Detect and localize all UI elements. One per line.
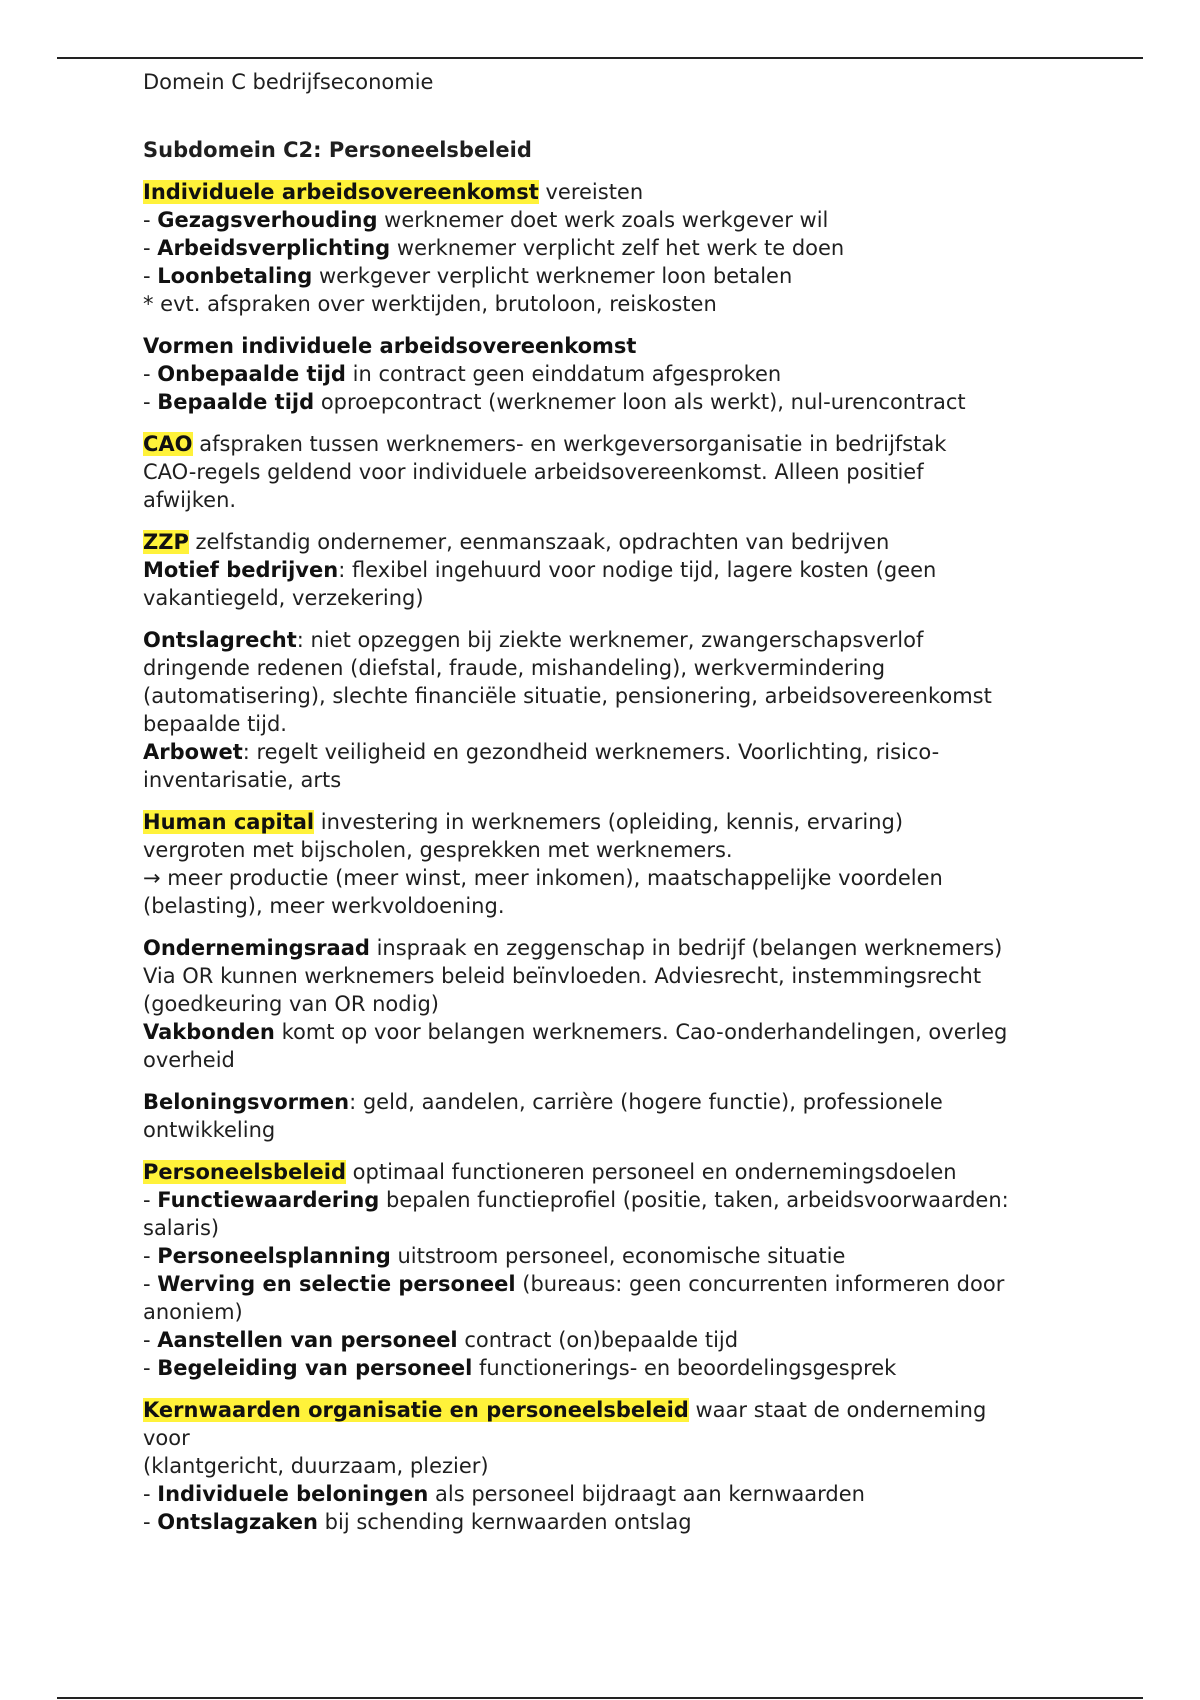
- section-beloningsvormen: [143, 1088, 1073, 1144]
- body-text: salaris): [143, 1216, 220, 1240]
- section-human-capital: [143, 808, 1073, 920]
- item-text: werknemer verplicht zelf het werk te doen: [390, 236, 845, 260]
- bold-term: Arbowet: [143, 740, 243, 764]
- item-text: oproepcontract (werknemer loon als werkt), nul-urencontract: [314, 390, 966, 414]
- highlight-term: Individuele arbeidsovereenkomst: [143, 180, 539, 204]
- item-text: : niet opzeggen bij ziekte werknemer, zwangerschapsverlof: [296, 628, 924, 652]
- list-item: - Aanstellen van personeel contract (on)bepaalde tijd: [143, 1328, 739, 1352]
- bold-term: Functiewaardering: [157, 1188, 380, 1212]
- highlight-term: Kernwaarden organisatie en personeelsbeleid: [143, 1398, 689, 1422]
- section-arbeidsovereenkomst: [143, 178, 1073, 318]
- section-zzp: [143, 528, 1073, 612]
- item-text: : flexibel ingehuurd voor nodige tijd, lagere kosten (geen: [338, 558, 937, 582]
- body-text: Via OR kunnen werknemers beleid beïnvloeden. Adviesrecht, instemmingsrecht: [143, 964, 982, 988]
- item-text: (bureaus: geen concurrenten informeren door: [515, 1272, 1005, 1296]
- term-definition: optimaal functioneren personeel en ondernemingsdoelen: [346, 1160, 957, 1184]
- item-text: bij schending kernwaarden ontslag: [318, 1510, 692, 1534]
- item-text: bepalen functieprofiel (positie, taken, arbeidsvoorwaarden:: [379, 1188, 1009, 1212]
- bold-term: Bepaalde tijd: [157, 390, 315, 414]
- bold-term: Begeleiding van personeel: [157, 1356, 473, 1380]
- item-text: inspraak en zeggenschap in bedrijf (belangen werknemers): [369, 936, 1003, 960]
- item-text: als personeel bijdraagt aan kernwaarden: [428, 1482, 865, 1506]
- term-definition: zelfstandig ondernemer, eenmanszaak, opdrachten van bedrijven: [188, 530, 890, 554]
- document-body: [143, 68, 1073, 1536]
- term-definition: afspraken tussen werknemers- en werkgeversorganisatie in bedrijfstak: [192, 432, 947, 456]
- highlight-term: Personeelsbeleid: [143, 1160, 346, 1184]
- bold-term: Ontslagzaken: [157, 1510, 318, 1534]
- bold-term: Onbepaalde tijd: [157, 362, 346, 386]
- bold-term: Beloningsvormen: [143, 1090, 350, 1114]
- body-text: (automatisering), slechte financiële situatie, pensionering, arbeidsovereenkomst: [143, 684, 992, 708]
- bold-term: Motief bedrijven: [143, 558, 339, 582]
- bold-term: Individuele beloningen: [157, 1482, 429, 1506]
- body-text: (klantgericht, duurzaam, plezier): [143, 1454, 489, 1478]
- bold-term: Personeelsplanning: [157, 1244, 391, 1268]
- list-item: - Individuele beloningen als personeel bijdraagt aan kernwaarden: [143, 1482, 865, 1506]
- item-text: werknemer doet werk zoals werkgever wil: [377, 208, 829, 232]
- bold-term: Ondernemingsraad: [143, 936, 370, 960]
- body-text: voor: [143, 1426, 190, 1450]
- item-text: : geld, aandelen, carrière (hogere functie), professionele: [349, 1090, 943, 1114]
- top-rule: [57, 57, 1143, 59]
- body-text: → meer productie (meer winst, meer inkomen), maatschappelijke voordelen: [143, 866, 943, 890]
- highlight-term: Human capital: [143, 810, 315, 834]
- body-text: (goedkeuring van OR nodig): [143, 992, 439, 1016]
- section-kernwaarden: [143, 1396, 1073, 1536]
- term-definition: investering in werknemers (opleiding, kennis, ervaring): [314, 810, 904, 834]
- list-item: - Begeleiding van personeel functionerings- en beoordelingsgesprek: [143, 1356, 897, 1380]
- bold-term: Aanstellen van personeel: [157, 1328, 458, 1352]
- list-item: - Personeelsplanning uitstroom personeel, economische situatie: [143, 1244, 846, 1268]
- body-text: dringende redenen (diefstal, fraude, mishandeling), werkvermindering: [143, 656, 886, 680]
- list-item: - Onbepaalde tijd in contract geen einddatum afgesproken: [143, 362, 782, 386]
- body-text: vakantiegeld, verzekering): [143, 586, 424, 610]
- body-text: inventarisatie, arts: [143, 768, 342, 792]
- list-item: - Loonbetaling werkgever verplicht werknemer loon betalen: [143, 264, 793, 288]
- list-item: - Werving en selectie personeel (bureaus: geen concurrenten informeren door: [143, 1272, 1005, 1296]
- item-text: functionerings- en beoordelingsgesprek: [472, 1356, 897, 1380]
- body-text: anoniem): [143, 1300, 243, 1324]
- bold-term: Loonbetaling: [157, 264, 313, 288]
- highlight-term: ZZP: [143, 530, 189, 554]
- item-text: in contract geen einddatum afgesproken: [345, 362, 782, 386]
- bold-term: Arbeidsverplichting: [157, 236, 391, 260]
- list-item: - Ontslagzaken bij schending kernwaarden ontslag: [143, 1510, 692, 1534]
- bottom-rule: [57, 1697, 1143, 1699]
- list-item: - Gezagsverhouding werknemer doet werk zoals werkgever wil: [143, 208, 829, 232]
- list-item: - Arbeidsverplichting werknemer verplicht zelf het werk te doen: [143, 236, 845, 260]
- bold-term: Gezagsverhouding: [157, 208, 378, 232]
- section-heading: Vormen individuele arbeidsovereenkomst: [143, 334, 637, 358]
- bold-term: Werving en selectie personeel: [157, 1272, 516, 1296]
- bold-term: Ontslagrecht: [143, 628, 297, 652]
- page-title: Subdomein C2: Personeelsbeleid: [143, 138, 532, 162]
- item-text: komt op voor belangen werknemers. Cao-onderhandelingen, overleg: [274, 1020, 1008, 1044]
- section-ontslagrecht: [143, 626, 1073, 794]
- item-text: : regelt veiligheid en gezondheid werknemers. Voorlichting, risico-: [242, 740, 940, 764]
- term-definition: vereisten: [538, 180, 644, 204]
- body-text: overheid: [143, 1048, 235, 1072]
- page-header: Domein C bedrijfseconomie: [143, 70, 434, 94]
- section-personeelsbeleid: [143, 1158, 1073, 1382]
- item-text: contract (on)bepaalde tijd: [457, 1328, 739, 1352]
- item-text: werkgever verplicht werknemer loon betalen: [312, 264, 793, 288]
- list-item: - Functiewaardering bepalen functieprofiel (positie, taken, arbeidsvoorwaarden:: [143, 1188, 1009, 1212]
- highlight-term: CAO: [143, 432, 193, 456]
- bold-term: Vakbonden: [143, 1020, 275, 1044]
- body-text: vergroten met bijscholen, gesprekken met werknemers.: [143, 838, 733, 862]
- body-text: afwijken.: [143, 488, 237, 512]
- body-text: CAO-regels geldend voor individuele arbeidsovereenkomst. Alleen positief: [143, 460, 924, 484]
- note: * evt. afspraken over werktijden, brutoloon, reiskosten: [143, 292, 717, 316]
- section-ondernemingsraad: [143, 934, 1073, 1074]
- section-cao: [143, 430, 1073, 514]
- section-vormen: [143, 332, 1073, 416]
- item-text: uitstroom personeel, economische situatie: [390, 1244, 846, 1268]
- term-definition: waar staat de onderneming: [688, 1398, 987, 1422]
- body-text: bepaalde tijd.: [143, 712, 287, 736]
- body-text: ontwikkeling: [143, 1118, 276, 1142]
- body-text: (belasting), meer werkvoldoening.: [143, 894, 505, 918]
- list-item: - Bepaalde tijd oproepcontract (werknemer loon als werkt), nul-urencontract: [143, 390, 966, 414]
